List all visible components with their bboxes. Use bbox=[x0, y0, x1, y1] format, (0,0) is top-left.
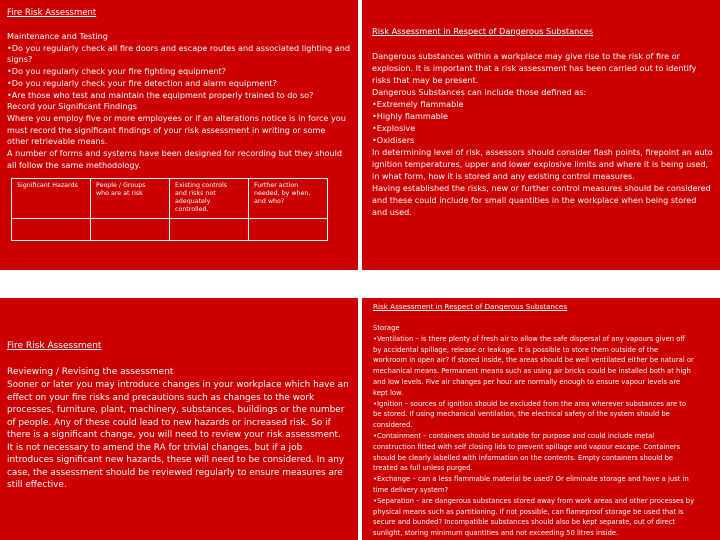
body-line: In determining level of risk, assessors should consider flash points, firepoint an auto bbox=[372, 147, 713, 157]
body-line: risks that may be present. bbox=[372, 75, 479, 85]
body-line: •Containment – containers should be suitable for purpose and could include metal bbox=[373, 431, 655, 440]
slide-body bbox=[7, 379, 349, 492]
body-line: Dangerous Substances can include those defined as: bbox=[372, 87, 587, 97]
slide-title: Risk Assessment in Respect of Dangerous Substances bbox=[372, 26, 594, 36]
body-line: sunlight, storing minimum quantities and not exceeding 50 litres inside. bbox=[373, 529, 619, 538]
body-line: explosion. It is important that a risk assessment has been carried out to identify bbox=[372, 63, 697, 73]
body-line: should be clearly labelled with information on the contents. Empty containers should be bbox=[373, 453, 674, 462]
section-heading: Reviewing / Revising the assessment bbox=[7, 367, 174, 377]
body-line: Storage bbox=[373, 324, 400, 332]
body-line: ignition temperatures, upper and lower explosive limits and where it is being used, bbox=[372, 159, 709, 169]
table-cell bbox=[12, 219, 91, 241]
table-header-row bbox=[12, 179, 328, 219]
body-line: •Are those who test and maintain the equipment properly trained to do so? bbox=[7, 89, 314, 100]
body-line: •Oxidisers bbox=[372, 135, 415, 145]
body-line: Having established the risks, new or further control measures should be considered bbox=[372, 183, 711, 193]
body-line: all follow the same methodology. bbox=[7, 159, 141, 170]
body-line: and low levels. Five air changes per hour are normally enough to ensure vapour levels are bbox=[373, 377, 681, 386]
body-line: must record the significant findings of your risk assessment in writing or some bbox=[7, 124, 326, 135]
table-header-cell: Existing controls and risks not adequately controlled. bbox=[170, 179, 249, 219]
body-line: Dangerous substances within a workplace may give rise to the risk of fire or bbox=[372, 51, 680, 61]
slide-fire-risk-maintenance bbox=[0, 0, 358, 270]
body-line: secure and bunded? Incompatible substances should also be kept separate, out of direct bbox=[373, 518, 676, 527]
body-line: A number of forms and systems have been designed for recording but they should bbox=[7, 148, 343, 159]
body-line: considered. bbox=[373, 421, 413, 430]
body-line: in what form, how it is stored and any existing control measures. bbox=[372, 171, 635, 181]
slide-title: Fire Risk Assessment bbox=[7, 8, 97, 18]
table-header-cell: Significant Hazards bbox=[12, 179, 91, 219]
slide-title: Risk Assessment in Respect of Dangerous Substances bbox=[373, 302, 568, 311]
findings-table bbox=[11, 178, 328, 241]
slide-body bbox=[7, 31, 350, 171]
body-line: signs? bbox=[7, 54, 33, 65]
body-line: processes, furniture, plant, machinery, substances, buildings or the number bbox=[7, 405, 345, 415]
slide-body bbox=[373, 323, 694, 539]
slide-title: Fire Risk Assessment bbox=[7, 341, 102, 351]
body-line: and these could include for small quantities in the workplace when being stored bbox=[372, 195, 697, 205]
body-line: •Explosive bbox=[372, 123, 416, 133]
table-row bbox=[12, 219, 328, 241]
body-line: •Ignition – sources of ignition should be excluded from the area wherever substances are to bbox=[373, 399, 687, 408]
slide-dangerous-substances-storage bbox=[362, 298, 720, 540]
body-line: of people. Any of these could lead to new hazards or increased risk. So if bbox=[7, 417, 331, 428]
slide-fire-risk-reviewing bbox=[0, 298, 358, 540]
body-line: still effective. bbox=[7, 480, 67, 490]
table-header-cell: People / Groups who are at risk bbox=[91, 179, 170, 219]
body-line: there is a significant change, you will need to review your risk assessment. bbox=[7, 430, 341, 440]
table-cell bbox=[249, 219, 328, 241]
body-line: and used. bbox=[372, 207, 412, 217]
body-line: •Extremely flammable bbox=[372, 99, 464, 109]
body-line: •Do you regularly check your fire detection and alarm equipment? bbox=[7, 77, 277, 88]
body-line: Maintenance and Testing bbox=[7, 31, 108, 41]
body-line: •Ventilation – is there plenty of fresh air to allow the safe dispersal of any vapours given off bbox=[373, 334, 686, 343]
table-cell bbox=[91, 219, 170, 241]
slide-dangerous-substances-intro bbox=[362, 0, 720, 270]
body-line: Where you employ five or more employees or if an alterations notice is in force you bbox=[7, 112, 346, 123]
body-line: workroom in open air? If stored inside, the areas should be well ventilated either be natural or bbox=[373, 356, 694, 365]
body-line: •Separation – are dangerous substances stored away from work areas and other processes by bbox=[373, 496, 695, 505]
body-line: •Exchange – can a less flammable material be used? Or eliminate storage and have a just in bbox=[373, 475, 689, 484]
body-line: •Do you regularly check your fire fighting equipment? bbox=[7, 66, 227, 77]
body-line: mechanical means. Permanent means such as using air bricks could be installed both at high bbox=[373, 367, 691, 376]
body-line: effect on your fire risks and precautions such as changes to the work bbox=[7, 392, 315, 403]
table-header-cell: Further action needed, by when, and who? bbox=[249, 179, 328, 219]
body-line: kept low. bbox=[373, 388, 404, 397]
body-line: Record your Significant Findings bbox=[7, 101, 137, 112]
body-line: introduces significant new hazards, these will need to be considered. In any bbox=[7, 455, 345, 465]
table-cell bbox=[170, 219, 249, 241]
body-line: be stored. If using mechanical ventilation, the electrical safety of the system should be bbox=[373, 410, 670, 419]
body-line: •Do you regularly check all fire doors and escape routes and associated lighting and bbox=[7, 42, 350, 53]
slide-body bbox=[372, 50, 713, 218]
body-line: by accidental spillage, release or leakage. It is possible to store them outside of the bbox=[373, 345, 659, 354]
body-line: Sooner or later you may introduce changes in your workplace which have an bbox=[7, 380, 349, 390]
body-line: •Highly flammable bbox=[372, 111, 448, 121]
body-line: time delivery system? bbox=[373, 485, 449, 494]
body-line: physical means such as partitioning. If not possible, can flameproof storage be used that is bbox=[373, 507, 684, 516]
body-line: other retrievable means. bbox=[7, 136, 108, 147]
body-line: It is not necessary to amend the RA for trivial changes, but if a job bbox=[7, 442, 303, 453]
body-line: construction fitted with self closing lids to prevent spillage and vapour escape. Containers bbox=[373, 442, 681, 451]
body-line: treated as full unless purged. bbox=[373, 464, 473, 473]
body-line: case, the assessment should be reviewed regularly to ensure measures are bbox=[7, 467, 343, 478]
